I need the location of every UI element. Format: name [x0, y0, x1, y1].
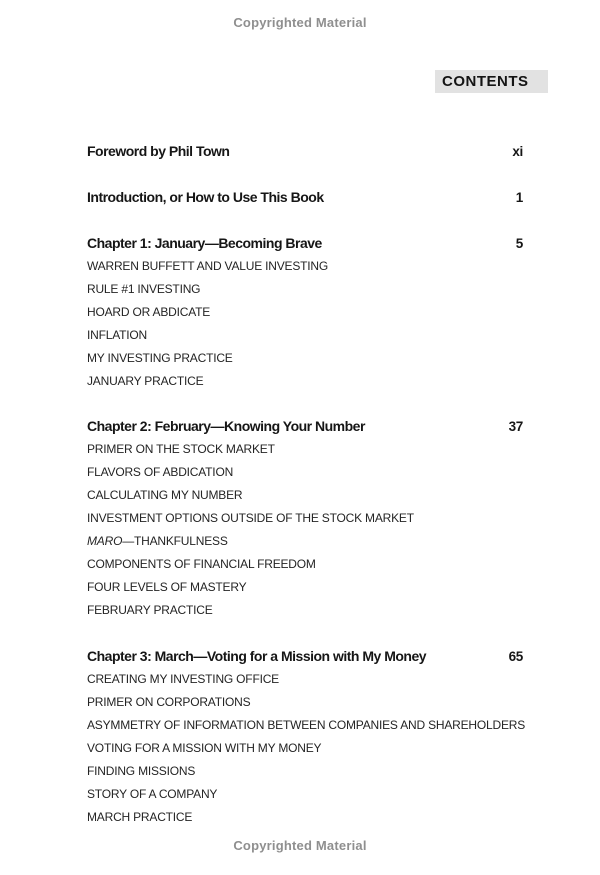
copyright-notice-bottom: Copyrighted Material	[233, 838, 367, 853]
chapter-title: Chapter 2: February—Knowing Your Number	[87, 418, 365, 434]
entry-title: Introduction, or How to Use This Book	[87, 189, 324, 205]
chapter-title: Chapter 3: March—Voting for a Mission with My Money	[87, 648, 427, 664]
table-of-contents	[87, 143, 526, 829]
chapter-page-number: 5	[515, 236, 523, 251]
chapter-1-subtopics	[87, 255, 523, 393]
toc-subitem: JANUARY PRACTICE	[87, 374, 204, 388]
chapter-title: Chapter 1: January—Becoming Brave	[87, 235, 322, 251]
chapter-3-subtopics	[87, 668, 526, 829]
toc-subitem-italic-word: MARO	[87, 534, 123, 548]
toc-subitem: FLAVORS OF ABDICATION	[87, 465, 234, 479]
toc-subitem: STORY OF A COMPANY	[87, 787, 218, 801]
toc-subitem: WARREN BUFFETT AND VALUE INVESTING	[87, 259, 329, 273]
toc-subitem: CREATING MY INVESTING OFFICE	[87, 672, 279, 686]
toc-section-chapter-3	[87, 648, 526, 829]
toc-subitem: CALCULATING MY NUMBER	[87, 488, 243, 502]
toc-subitem: RULE #1 INVESTING	[87, 282, 201, 296]
toc-entry-chapter-3	[87, 648, 523, 665]
toc-subitem: VOTING FOR A MISSION WITH MY MONEY	[87, 741, 322, 755]
toc-subitem: MY INVESTING PRACTICE	[87, 351, 233, 365]
toc-subitem: INVESTMENT OPTIONS OUTSIDE OF THE STOCK MARKET	[87, 511, 414, 525]
contents-header-bar	[435, 70, 548, 93]
toc-subitem: PRIMER ON THE STOCK MARKET	[87, 442, 275, 456]
toc-subitem: FEBRUARY PRACTICE	[87, 603, 213, 617]
toc-subitem: FOUR LEVELS OF MASTERY	[87, 580, 247, 594]
entry-page-number: xi	[512, 144, 523, 159]
entry-title: Foreword by Phil Town	[87, 143, 230, 159]
chapter-page-number: 37	[508, 419, 523, 434]
toc-subitem: FINDING MISSIONS	[87, 764, 196, 778]
contents-title: CONTENTS	[442, 73, 529, 90]
toc-entry-introduction	[87, 189, 523, 206]
toc-subitem-rest: —THANKFULNESS	[122, 534, 228, 548]
toc-subitem: HOARD OR ABDICATE	[87, 305, 211, 319]
chapter-page-number: 65	[508, 649, 523, 664]
toc-subitem: PRIMER ON CORPORATIONS	[87, 695, 251, 709]
toc-subitem-maro	[87, 530, 523, 553]
toc-entry-chapter-1	[87, 235, 523, 252]
toc-subitem: ASYMMETRY OF INFORMATION BETWEEN COMPANIES AND SHAREHOLDERS	[87, 718, 526, 732]
chapter-2-subtopics	[87, 438, 523, 622]
toc-section-chapter-2	[87, 418, 523, 622]
toc-subitem: INFLATION	[87, 328, 147, 342]
toc-subitem: MARCH PRACTICE	[87, 810, 193, 824]
toc-entry-foreword	[87, 143, 523, 160]
copyright-notice-top: Copyrighted Material	[233, 15, 367, 30]
toc-section-chapter-1	[87, 235, 523, 393]
toc-subitem: COMPONENTS OF FINANCIAL FREEDOM	[87, 557, 316, 571]
toc-entry-chapter-2	[87, 418, 523, 435]
entry-page-number: 1	[515, 190, 523, 205]
